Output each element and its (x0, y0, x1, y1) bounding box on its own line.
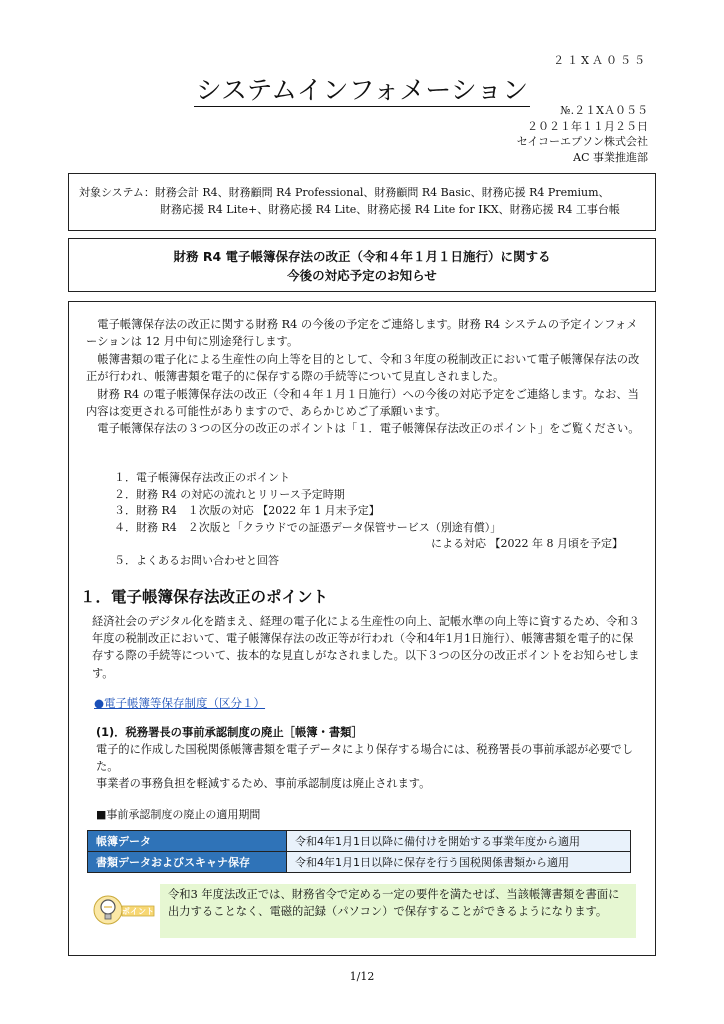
target-systems-box (68, 173, 656, 231)
applicable-period-table (87, 830, 631, 873)
subsection-title: (1)．税務署長の事前承認制度の廃止［帳簿・書類］ (96, 726, 363, 739)
intro-paragraph: 帳簿書類の電子化による生産性の向上等を目的として、令和３年度の税制改正において電子帳簿保存法の改正が行われ、帳簿書類を電子的に保存する際の手続等について見直しされました。 (86, 352, 640, 384)
page-title: システムインフォメーション (195, 76, 529, 106)
target-systems-line2: 財務応援 R4 Lite+、財務応援 R4 Lite、財務応援 R4 Lite for IKX、財務応援 R4 工事台帳 (160, 203, 620, 216)
subsection-body-line: 電子的に作成した国税関係帳簿書類を電子データにより保存する場合には、税務署長の事前承認が必要でした。 (96, 743, 634, 773)
table-of-contents (114, 470, 623, 569)
target-systems-line1: 対象システム：財務会計 R4、財務顧問 R4 Professional、財務顧問 R4 Basic、財務応援 R4 Premium、 (79, 186, 610, 199)
document-meta (517, 103, 648, 165)
table-row (88, 852, 631, 873)
intro-paragraph: 電子帳簿保存法の３つの区分の改正のポイントは「１．電子帳簿保存法改正のポイント」をご覧ください。 (97, 422, 640, 436)
section-link-category1[interactable]: ●電子帳簿等保存制度（区分１） (94, 696, 266, 710)
point-lightbulb-icon (92, 886, 156, 934)
department: AC 事業推進部 (573, 150, 648, 164)
subsection-body-line: 事業者の事務負担を軽減するため、事前承認制度は廃止されます。 (96, 777, 431, 790)
toc-item: ３．財務 R4 １次版の対応 【2022 年 1 月末予定】 (114, 504, 380, 517)
notice-heading-line2: 今後の対応予定のお知らせ (287, 268, 437, 283)
notice-heading-line1: 財務 R4 電子帳簿保存法の改正（令和４年１月１日施行）に関する (173, 249, 551, 264)
table-header-cell: 書類データおよびスキャナ保存 (88, 852, 287, 873)
toc-item: ２．財務 R4 の対応の流れとリリース予定時期 (114, 487, 345, 501)
intro-paragraph: 財務 R4 の電子帳簿保存法の改正（令和４年１月１日施行）への今後の対応予定をご連絡します。なお、当内容は変更される可能性がありますので、あらかじめご了承願います。 (86, 387, 639, 419)
doc-date: ２０２１年１１月２５日 (527, 119, 648, 133)
toc-item: １．電子帳簿保存法改正のポイント (114, 471, 290, 484)
table-cell: 令和4年1月1日以降に備付けを開始する事業年度から適用 (287, 831, 631, 852)
doc-number-top: ２１XＡ０５５ (553, 54, 648, 67)
intro-paragraph: 電子帳簿保存法の改正に関する財務 R4 の今後の予定をご連絡します。財務 R4 システムの予定インフォメーションは 12 月中旬に別途発行します。 (86, 318, 638, 349)
toc-item: ４．財務 R4 ２次版と「クラウドでの証憑データ保管サービス（別途有償）」 (114, 520, 502, 534)
subsection-body (96, 741, 642, 792)
doc-number: №.２１XＡ０５５ (560, 104, 648, 117)
period-label: ■事前承認制度の廃止の適用期間 (96, 808, 261, 821)
table-header-cell: 帳簿データ (88, 831, 287, 852)
section1-body: 経済社会のデジタル化を踏まえ、経理の電子化による生産性の向上、記帳水準の向上等に資するため、令和３年度の税制改正において、電子帳簿保存法の改正等が行われ（令和4年1月1日施行）、帳簿書類を電子的に保存する際の手続等について、抜本的な見直しがなされました。以下３つの区分の改正ポイントをお知らせします。 (92, 615, 640, 680)
section1-title: １．電子帳簿保存法改正のポイント (80, 588, 329, 606)
table-cell: 令和4年1月1日以降に保存を行う国税関係書類から適用 (287, 852, 631, 873)
table-row (88, 831, 631, 852)
point-note: 令和3 年度法改正では、財務省令で定める一定の要件を満たせば、当該帳簿書類を書面に出力することなく、電磁的記録（パソコン）で保存することができるようになります。 (160, 884, 636, 938)
company-name: セイコーエプソン株式会社 (516, 135, 648, 148)
notice-heading (68, 238, 656, 292)
point-label: ポイント (122, 907, 154, 916)
page-number: 1/12 (349, 970, 375, 983)
toc-item-continuation: による対応 【2022 年 8 月頃を予定】 (431, 537, 623, 550)
intro-text (86, 316, 642, 438)
toc-item: ５．よくあるお問い合わせと回答 (114, 553, 279, 567)
